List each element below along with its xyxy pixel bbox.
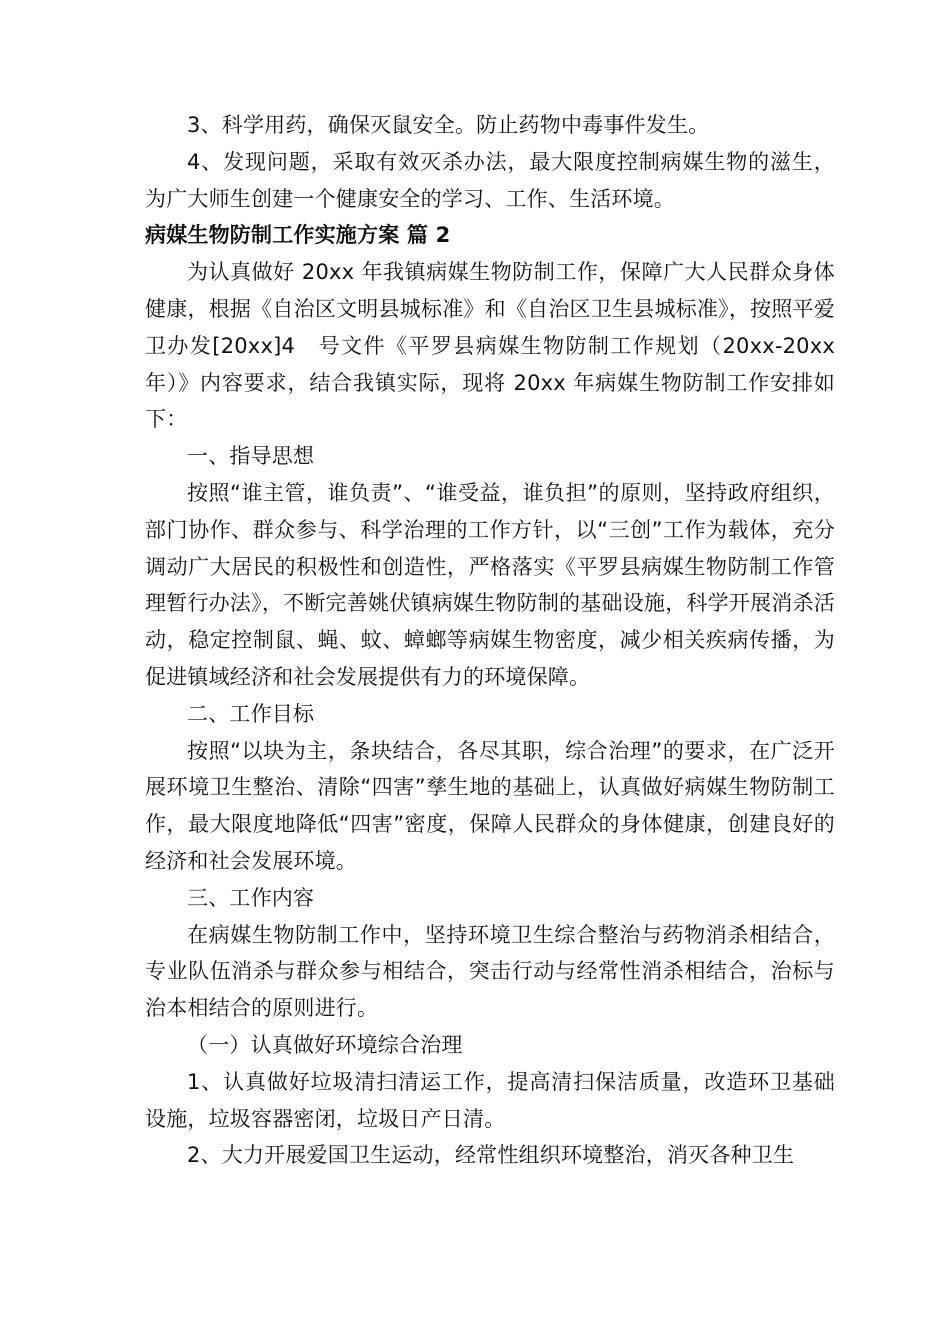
subheading: 一、指导思想 bbox=[187, 444, 315, 469]
paragraph: 1、认真做好垃圾清扫清运工作，提高清扫保洁质量，改造环卫基础设施，垃圾容器密闭，垃圾日产日清。 bbox=[145, 1069, 835, 1131]
paragraph: 按照“以块为主，条块结合，各尽其职，综合治理”的要求，在广泛开展环境卫生整治、清除“四害”孳生地的基础上，认真做好病媒生物防制工作，最大限度地降低“四害”密度，保障人民群众的身体健康，创建良好的经济和社会发展环境。 bbox=[145, 738, 835, 873]
paragraph: 4、发现问题，采取有效灭杀办法，最大限度控制病媒生物的滋生，为广大师生创建一个健康安全的学习、工作、生活环境。 bbox=[145, 149, 835, 211]
paragraph: 为认真做好 20xx 年我镇病媒生物防制工作，保障广大人民群众身体健康，根据《自治区文明县城标准》和《自治区卫生县城标准》，按照平爱卫办发[20xx]4 号文件《平罗县病媒生物防制工作规划（20xx-20xx 年）》内容要求，结合我镇实际，现将 20xx 年病媒生物防制工作安排如下： bbox=[145, 260, 835, 432]
subheading: （一）认真做好环境综合治理 bbox=[187, 1032, 463, 1057]
document-page bbox=[145, 107, 835, 1174]
paragraph: 3、科学用药，确保灭鼠安全。防止药物中毒事件发生。 bbox=[187, 113, 710, 137]
subheading: 二、工作目标 bbox=[187, 701, 315, 726]
paragraph: 按照“谁主管，谁负责”、“谁受益，谁负担”的原则，坚持政府组织，部门协作、群众参与、科学治理的工作方针，以“三创”工作为载体，充分调动广大居民的积极性和创造性，严格落实《平罗县病媒生物防制工作管理暂行办法》，不断完善姚伏镇病媒生物防制的基础设施，科学开展消杀活动，稳定控制鼠、蝇、蚊、蟑螂等病媒生物密度，减少相关疾病传播，为促进镇域经济和社会发展提供有力的环境保障。 bbox=[145, 480, 835, 689]
paragraph: 在病媒生物防制工作中，坚持环境卫生综合整治与药物消杀相结合，专业队伍消杀与群众参与相结合，突击行动与经常性消杀相结合，治标与治本相结合的原则进行。 bbox=[145, 922, 835, 1021]
paragraph: 2、大力开展爱国卫生运动，经常性组织环境整治，消灭各种卫生 bbox=[187, 1143, 795, 1168]
section-heading: 病媒生物防制工作实施方案 篇 2 bbox=[145, 223, 451, 248]
subheading: 三、工作内容 bbox=[187, 885, 315, 910]
